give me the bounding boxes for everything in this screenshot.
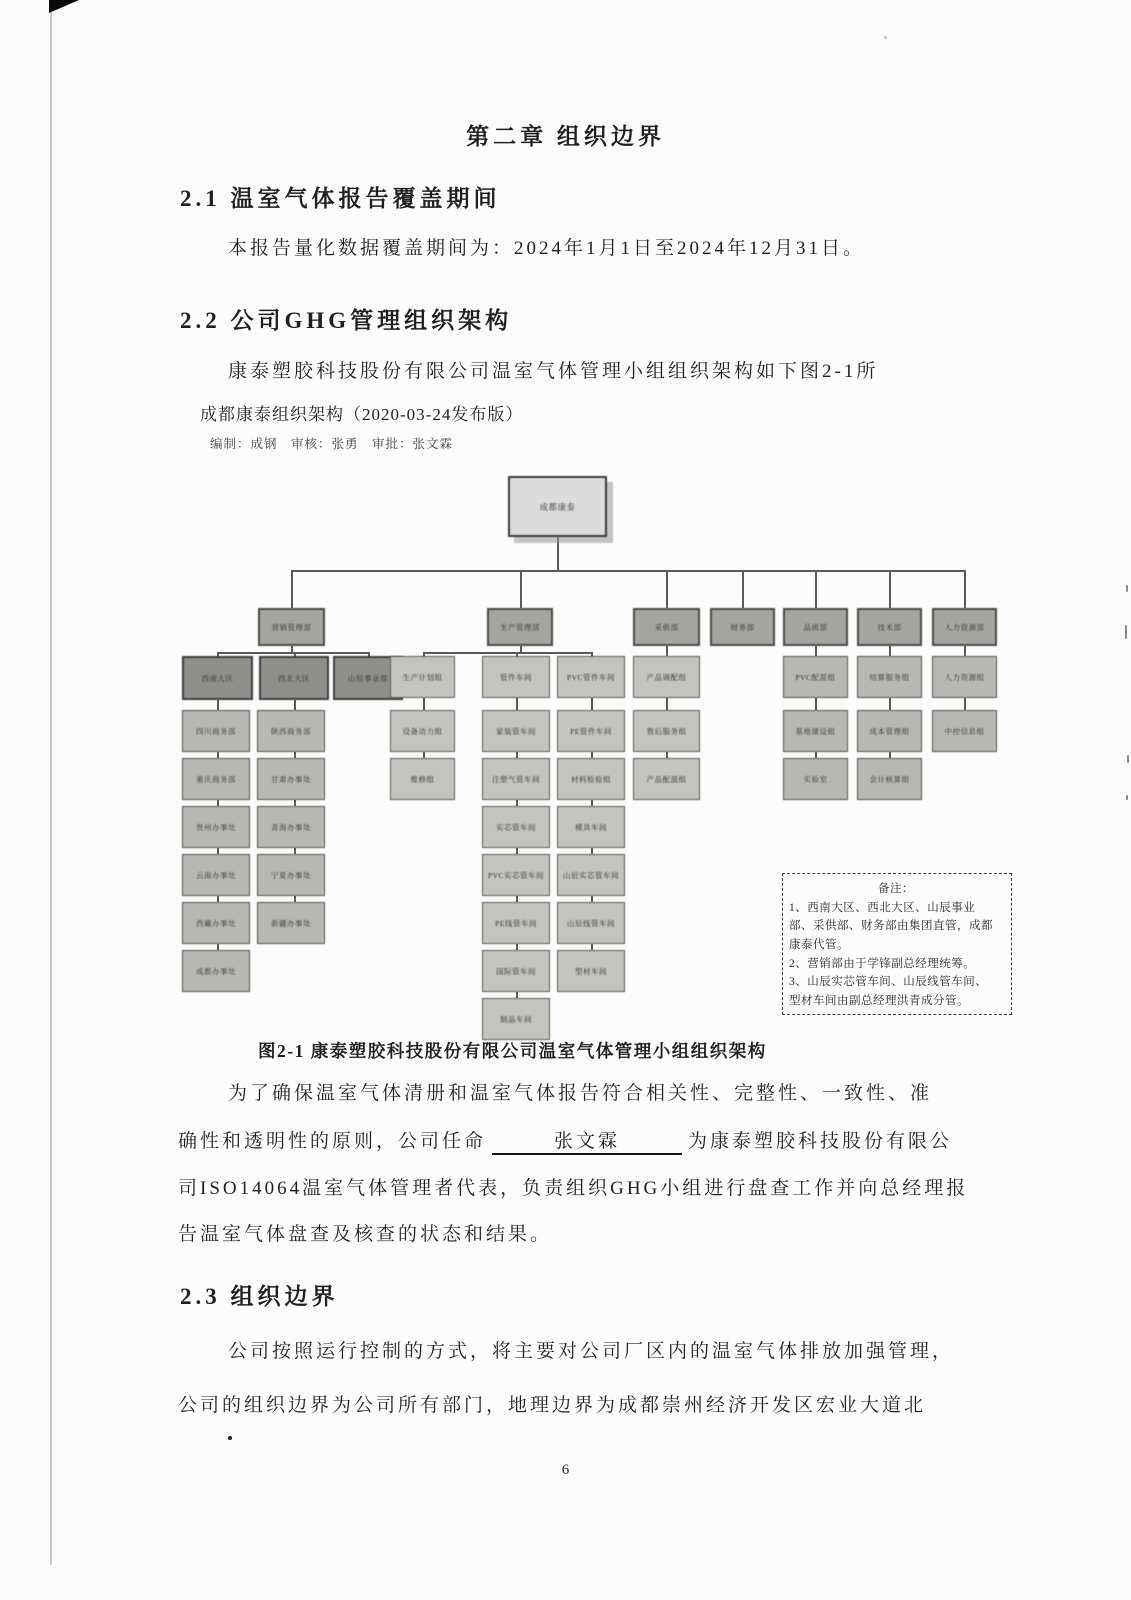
org-chart-title: 成都康泰组织架构（2020-03-24发布版）: [200, 405, 524, 424]
org-connector-line: [557, 537, 559, 571]
org-connector-line: [520, 570, 522, 608]
org-box: 国际管车间: [482, 950, 550, 992]
org-chart-note-line: 型材车间由副总经理洪青成分管。: [789, 994, 969, 1007]
appointment-text-before: 确性和透明性的原则，公司任命: [178, 1131, 487, 1152]
org-box: 生产计划组: [390, 656, 455, 698]
org-connector-line: [964, 570, 966, 608]
org-box: 生产管理部: [487, 608, 553, 646]
org-chart-note-line: 1、西南大区、西北大区、山辰事业: [789, 901, 976, 914]
org-connector-line: [294, 700, 296, 710]
org-box: 西北大区: [259, 656, 329, 700]
org-box: 结算服务组: [857, 656, 922, 698]
org-connector-line: [964, 698, 966, 710]
org-box: 材料检验组: [557, 758, 625, 800]
section-heading-2-3: 2.3 组织边界: [180, 1284, 339, 1309]
paragraph-2-1: 本报告量化数据覆盖期间为：2024年1月1日至2024年12月31日。: [228, 238, 866, 259]
org-box: 实芯管车间: [482, 806, 550, 848]
org-box: 营销管理部: [258, 608, 325, 646]
org-box: 技术部: [857, 608, 922, 646]
org-connector-line: [815, 570, 817, 608]
org-box: 四川商务部: [182, 710, 250, 752]
org-chart-note-lines: [789, 899, 1003, 1011]
org-connector-line: [964, 646, 966, 656]
org-box: PVC实芯管车间: [482, 854, 550, 896]
org-box: 西藏办事处: [182, 902, 250, 944]
section-heading-2-2: 2.2 公司GHG管理组织架构: [180, 308, 513, 333]
org-box: 云南办事处: [182, 854, 250, 896]
org-connector-line: [889, 698, 891, 710]
appointment-text-after: 为康泰塑胶科技股份有限公: [688, 1131, 953, 1152]
org-box: 型材车间: [557, 950, 625, 992]
paragraph-2-3-line2: 公司的组织边界为公司所有部门，地理边界为成都崇州经济开发区宏业大道北: [178, 1395, 927, 1416]
chapter-title: 第二章 组织边界: [466, 124, 665, 149]
org-box: PVC配混组: [783, 656, 848, 698]
org-connector-line: [666, 646, 668, 656]
org-box: 重庆商务部: [182, 758, 250, 800]
org-box: 维修组: [390, 758, 455, 800]
figure-caption: 图2-1 康泰塑胶科技股份有限公司温室气体管理小组组织架构: [258, 1041, 767, 1061]
org-connector-line: [291, 570, 965, 572]
paragraph-2-3-line1: 公司按照运行控制的方式，将主要对公司厂区内的温室气体排放加强管理，: [228, 1341, 955, 1362]
paragraph-2-2-line3: 司ISO14064温室气体管理者代表，负责组织GHG小组进行盘查工作并向总经理报: [178, 1178, 969, 1199]
org-box: 陕西商务部: [257, 710, 325, 752]
paragraph-2-2-intro: 康泰塑胶科技股份有限公司温室气体管理小组组织架构如下图2-1所: [228, 361, 879, 382]
org-connector-line: [217, 652, 369, 654]
org-connector-line: [666, 570, 668, 608]
org-connector-line: [666, 698, 668, 710]
org-box: 家装管车间: [482, 710, 550, 752]
section-heading-2-1: 2.1 温室气体报告覆盖期间: [180, 186, 501, 211]
org-box: 人力资源组: [932, 656, 997, 698]
org-connector-line: [815, 698, 817, 710]
org-box: 财务部: [710, 608, 775, 646]
org-box: 采供部: [633, 608, 700, 646]
org-box: 产品配混组: [633, 758, 700, 800]
org-box: 模具车间: [557, 806, 625, 848]
org-box: 山辰事业部: [333, 656, 403, 700]
stray-period-mark: [228, 1436, 232, 1440]
org-connector-line: [516, 698, 518, 710]
org-box: 甘肃办事处: [257, 758, 325, 800]
paragraph-2-2-line1: 为了确保温室气体清册和温室气体报告符合相关性、完整性、一致性、准: [228, 1083, 933, 1104]
org-box: 成都办事处: [182, 950, 250, 992]
org-chart-note-title: 备注：: [878, 883, 914, 895]
org-box: PVC管件车间: [557, 656, 625, 698]
org-chart-note-line: 2、营销部由于学锋副总经理统筹。: [789, 957, 976, 970]
org-box: 设备动力组: [390, 710, 455, 752]
org-chart-note-line: 部、采供部、财务部由集团直管，成都: [789, 920, 993, 933]
org-box: 会计核算组: [857, 758, 922, 800]
org-connector-line: [423, 698, 425, 710]
org-connector-line: [217, 700, 219, 710]
org-box: 中控信息组: [932, 710, 997, 752]
paragraph-2-2-line4: 告温室气体盘查及核查的状态和结果。: [178, 1224, 553, 1245]
org-chart-note-box: [782, 873, 1012, 1015]
org-box: 宁夏办事处: [257, 854, 325, 896]
paragraph-2-2-line2: [178, 1126, 952, 1155]
org-box: 山辰实芯管车间: [557, 854, 625, 896]
org-chart-meta: 编制：成钢 审核：张勇 审批：张文霖: [210, 437, 454, 451]
org-box: 成都康泰: [508, 476, 607, 537]
org-connector-line: [742, 570, 744, 608]
org-box: 注塑气管车间: [482, 758, 550, 800]
page-number: 6: [561, 1462, 570, 1478]
org-connector-line: [815, 646, 817, 656]
org-connector-line: [423, 652, 591, 654]
org-box: 品质部: [783, 608, 848, 646]
org-box: 售后服务组: [633, 710, 700, 752]
org-box: 管件车间: [482, 656, 550, 698]
org-box: 山辰线管车间: [557, 902, 625, 944]
org-box: 西南大区: [182, 656, 253, 700]
org-connector-line: [591, 698, 593, 710]
org-box: 青海办事处: [257, 806, 325, 848]
org-box: 人力资源部: [932, 608, 997, 646]
org-box: 制品车间: [482, 998, 550, 1040]
org-box: 基地建设组: [783, 710, 848, 752]
org-box: 贵州办事处: [182, 806, 250, 848]
org-box: PE线管车间: [482, 902, 550, 944]
org-connector-line: [889, 646, 891, 656]
org-box: 新疆办事处: [257, 902, 325, 944]
org-connector-line: [291, 570, 293, 608]
org-connector-line: [889, 570, 891, 608]
org-chart-note-line: 3、山辰实芯管车间、山辰线管车间、: [789, 976, 988, 989]
org-box: 实验室: [783, 758, 848, 800]
org-box: 成本管理组: [857, 710, 922, 752]
org-box: 产品调配组: [633, 656, 700, 698]
org-box: PE管件车间: [557, 710, 625, 752]
org-chart-note-line: 康泰代管。: [789, 938, 849, 951]
appointee-name: 张文霖: [492, 1126, 682, 1155]
